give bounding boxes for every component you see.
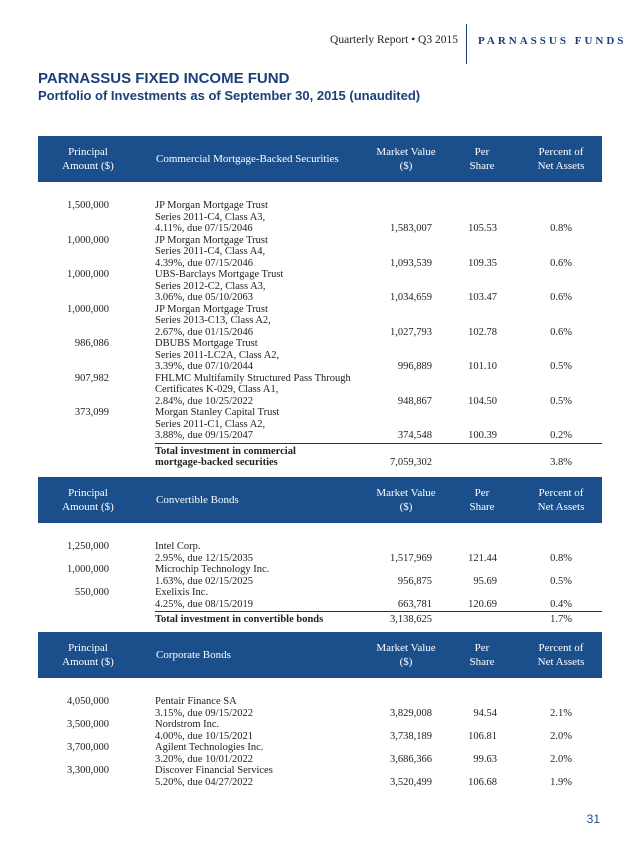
principal-amount: 1,000,000 (67, 303, 109, 315)
table-row (38, 407, 602, 442)
table-row (38, 587, 602, 610)
page-number: 31 (586, 812, 600, 826)
per-share: 103.47 (468, 292, 497, 303)
total-divider (155, 443, 602, 444)
percent-net-assets: 1.9% (550, 776, 572, 788)
market-value: 1,027,793 (390, 326, 432, 338)
percent-net-assets: 2.0% (550, 730, 572, 742)
col-percent-header: Percent of Net Assets (537, 146, 585, 172)
market-value: 1,517,969 (390, 552, 432, 564)
security-description: Discover Financial Services 5.20%, due 04/27/2022 (155, 765, 273, 788)
per-share: 121.44 (468, 552, 497, 564)
principal-amount: 550,000 (74, 587, 109, 598)
section-header-band (38, 477, 602, 523)
total-market-value: 3,138,625 (390, 614, 432, 625)
table-row (38, 696, 602, 719)
market-value: 3,686,366 (390, 753, 432, 765)
security-description: Agilent Technologies Inc. 3.20%, due 10/01/2022 (155, 742, 264, 765)
percent-net-assets: 0.6% (550, 326, 572, 338)
security-description: JP Morgan Mortgage Trust Series 2011-C4, Class A3, 4.11%, due 07/15/2046 (155, 200, 268, 234)
percent-net-assets: 2.1% (550, 707, 572, 719)
total-divider (155, 611, 602, 612)
per-share: 106.81 (468, 730, 497, 742)
security-description: Intel Corp. 2.95%, due 12/15/2035 (155, 541, 253, 564)
principal-amount: 986,086 (74, 338, 109, 349)
market-value: 374,548 (397, 430, 432, 441)
fund-title: PARNASSUS FIXED INCOME FUND (38, 70, 290, 87)
col-principal-header: Principal Amount ($) (62, 146, 114, 172)
market-value: 948,867 (397, 395, 432, 407)
principal-amount: 1,000,000 (67, 564, 109, 575)
brand-name: PARNASSUS FUNDS (478, 35, 627, 47)
per-share: 109.35 (468, 257, 497, 269)
principal-amount: 3,700,000 (67, 742, 109, 753)
per-share: 104.50 (468, 395, 497, 407)
table-row (38, 541, 602, 564)
security-description: Microchip Technology Inc. 1.63%, due 02/15/2025 (155, 564, 270, 587)
market-value: 1,093,539 (390, 257, 432, 269)
section-category-label: Commercial Mortgage-Backed Securities (156, 153, 339, 165)
report-label: Quarterly Report • Q3 2015 (330, 34, 458, 46)
security-description: Morgan Stanley Capital Trust Series 2011-C1, Class A2, 3.88%, due 09/15/2047 (155, 407, 280, 441)
per-share: 106.68 (468, 776, 497, 788)
per-share: 95.69 (473, 575, 497, 587)
percent-net-assets: 0.8% (550, 223, 572, 234)
market-value: 1,583,007 (390, 223, 432, 234)
market-value: 3,520,499 (390, 776, 432, 788)
section-header-band (38, 632, 602, 678)
security-description: DBUBS Mortgage Trust Series 2011-LC2A, Class A2, 3.39%, due 07/10/2044 (155, 338, 280, 372)
principal-amount: 1,000,000 (67, 234, 109, 246)
col-per-share-header: Per Share (469, 642, 495, 668)
table-row (38, 719, 602, 742)
security-description: JP Morgan Mortgage Trust Series 2013-C13, Class A2, 2.67%, due 01/15/2046 (155, 303, 271, 338)
table-row (38, 200, 602, 235)
col-market-value-header: Market Value ($) (376, 642, 436, 668)
total-market-value: 7,059,302 (390, 457, 432, 468)
principal-amount: 1,250,000 (67, 541, 109, 552)
security-description: FHLMC Multifamily Structured Pass Through Certificates K-029, Class A1, 2.84%, due 10/25/2022 (155, 372, 351, 407)
percent-net-assets: 0.5% (550, 575, 572, 587)
principal-amount: 1,000,000 (67, 269, 109, 280)
per-share: 120.69 (468, 598, 497, 610)
percent-net-assets: 0.6% (550, 292, 572, 303)
percent-net-assets: 0.4% (550, 598, 572, 610)
table-row (38, 235, 602, 270)
total-percent: 3.8% (550, 457, 572, 468)
per-share: 100.39 (468, 430, 497, 441)
col-per-share-header: Per Share (469, 146, 495, 172)
per-share: 105.53 (468, 223, 497, 234)
col-percent-header: Percent of Net Assets (537, 487, 585, 513)
principal-amount: 4,050,000 (67, 696, 109, 707)
percent-net-assets: 2.0% (550, 753, 572, 765)
percent-net-assets: 0.2% (550, 430, 572, 441)
per-share: 102.78 (468, 326, 497, 338)
table-row (38, 765, 602, 788)
table-row (38, 269, 602, 304)
market-value: 1,034,659 (390, 292, 432, 303)
total-percent: 1.7% (550, 614, 572, 625)
col-market-value-header: Market Value ($) (376, 487, 436, 513)
per-share: 94.54 (473, 707, 497, 719)
principal-amount: 373,099 (74, 407, 109, 418)
principal-amount: 907,982 (74, 372, 109, 384)
col-per-share-header: Per Share (469, 487, 495, 513)
page-header (0, 24, 640, 64)
market-value: 3,738,189 (390, 730, 432, 742)
market-value: 956,875 (397, 575, 432, 587)
header-divider (466, 24, 467, 64)
table-row (38, 564, 602, 587)
security-description: UBS-Barclays Mortgage Trust Series 2012-C2, Class A3, 3.06%, due 05/10/2063 (155, 269, 284, 303)
principal-amount: 3,500,000 (67, 719, 109, 730)
security-description: Exelixis Inc. 4.25%, due 08/15/2019 (155, 587, 253, 610)
total-label: Total investment in commercial mortgage-backed securities (155, 445, 296, 468)
security-description: JP Morgan Mortgage Trust Series 2011-C4, Class A4, 4.39%, due 07/15/2046 (155, 234, 268, 269)
security-description: Pentair Finance SA 3.15%, due 09/15/2022 (155, 696, 253, 719)
portfolio-subtitle: Portfolio of Investments as of September 30, 2015 (unaudited) (38, 88, 421, 103)
percent-net-assets: 0.5% (550, 361, 572, 372)
total-label: Total investment in convertible bonds (155, 614, 324, 625)
col-market-value-header: Market Value ($) (376, 146, 436, 172)
principal-amount: 3,300,000 (67, 765, 109, 776)
principal-amount: 1,500,000 (67, 200, 109, 211)
table-row (38, 338, 602, 373)
section-category-label: Corporate Bonds (156, 649, 231, 661)
market-value: 996,889 (397, 361, 432, 372)
col-percent-header: Percent of Net Assets (537, 642, 585, 668)
total-row (38, 614, 602, 626)
percent-net-assets: 0.5% (550, 395, 572, 407)
table-row (38, 373, 602, 408)
market-value: 3,829,008 (390, 707, 432, 719)
table-row (38, 304, 602, 339)
col-principal-header: Principal Amount ($) (62, 642, 114, 668)
market-value: 663,781 (397, 598, 432, 610)
section-category-label: Convertible Bonds (156, 494, 239, 506)
per-share: 99.63 (473, 753, 497, 765)
per-share: 101.10 (468, 361, 497, 372)
section-header-band (38, 136, 602, 182)
security-description: Nordstrom Inc. 4.00%, due 10/15/2021 (155, 719, 253, 742)
percent-net-assets: 0.8% (550, 552, 572, 564)
col-principal-header: Principal Amount ($) (62, 487, 114, 513)
total-row (38, 446, 602, 469)
percent-net-assets: 0.6% (550, 257, 572, 269)
table-row (38, 742, 602, 765)
